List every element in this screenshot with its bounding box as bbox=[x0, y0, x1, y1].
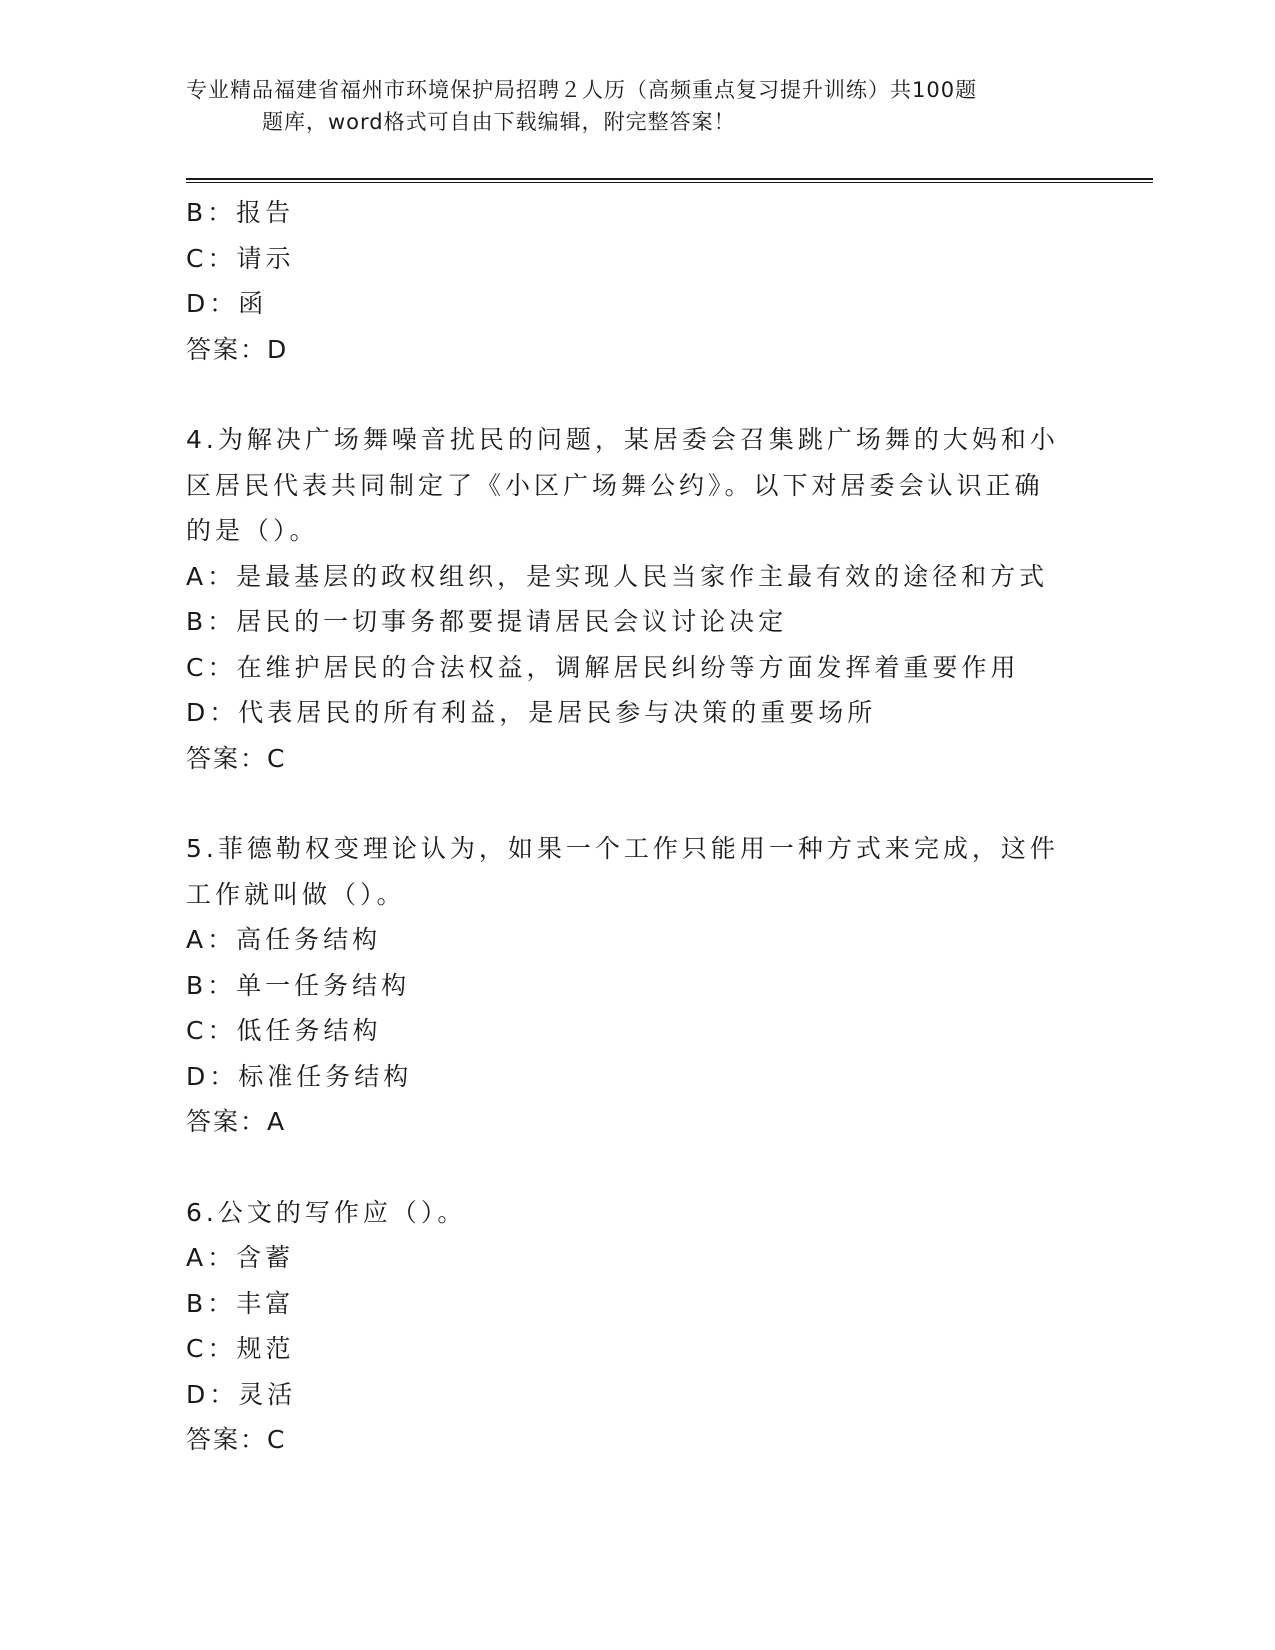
question-stem: 6.公文的写作应（）。 bbox=[186, 1197, 467, 1227]
header-title-line1: 专业精品福建省福州市环境保护局招聘２人历（高频重点复习提升训练）共100题 bbox=[186, 78, 978, 102]
answer: 答案：D bbox=[186, 334, 289, 364]
spacer bbox=[186, 781, 1066, 826]
question-stem: 区居民代表共同制定了《小区广场舞公约》。以下对居委会认识正确 bbox=[186, 470, 1044, 500]
option-a: A：是最基层的政权组织，是实现人民当家作主最有效的途径和方式 bbox=[186, 561, 1049, 591]
option-c: C：规范 bbox=[186, 1334, 295, 1363]
answer: 答案：C bbox=[186, 743, 287, 773]
option-a: A：高任务结构 bbox=[186, 925, 382, 954]
option-a: A：含蓄 bbox=[186, 1243, 295, 1272]
question-stem: 4.为解决广场舞噪音扰民的问题，某居委会召集跳广场舞的大妈和小 bbox=[186, 425, 1059, 454]
option-c: C：低任务结构 bbox=[186, 1016, 382, 1045]
option-d: D：函 bbox=[186, 289, 268, 318]
question-4 bbox=[186, 417, 1066, 781]
question-list bbox=[186, 190, 1066, 1463]
option-d: D：灵活 bbox=[186, 1379, 297, 1409]
question-stem: 5.菲德勒权变理论认为，如果一个工作只能用一种方式来完成，这件 bbox=[186, 834, 1059, 863]
header-rule-thin bbox=[186, 182, 1153, 183]
option-c: C：在维护居民的合法权益，调解居民纠纷等方面发挥着重要作用 bbox=[186, 652, 1020, 682]
answer: 答案：A bbox=[186, 1107, 287, 1136]
option-b: B：丰富 bbox=[186, 1288, 295, 1318]
spacer bbox=[186, 1145, 1066, 1190]
option-b: B：报告 bbox=[186, 198, 295, 227]
question-3-tail bbox=[186, 190, 1066, 372]
document-header bbox=[186, 74, 1106, 138]
option-d: D：代表居民的所有利益，是居民参与决策的重要场所 bbox=[186, 698, 877, 727]
answer: 答案：C bbox=[186, 1425, 287, 1454]
header-rule-thick bbox=[186, 178, 1153, 180]
question-stem: 的是（）。 bbox=[186, 516, 319, 545]
option-b: B：居民的一切事务都要提请居民会议讨论决定 bbox=[186, 607, 788, 636]
header-title-line2: 题库，word格式可自由下载编辑，附完整答案！ bbox=[262, 110, 736, 134]
question-6 bbox=[186, 1190, 1066, 1463]
option-d: D：标准任务结构 bbox=[186, 1061, 413, 1091]
option-b: B：单一任务结构 bbox=[186, 970, 411, 1000]
spacer bbox=[186, 372, 1066, 417]
option-c: C：请示 bbox=[186, 243, 295, 273]
question-5 bbox=[186, 826, 1066, 1145]
question-stem: 工作就叫做（）。 bbox=[186, 879, 406, 909]
